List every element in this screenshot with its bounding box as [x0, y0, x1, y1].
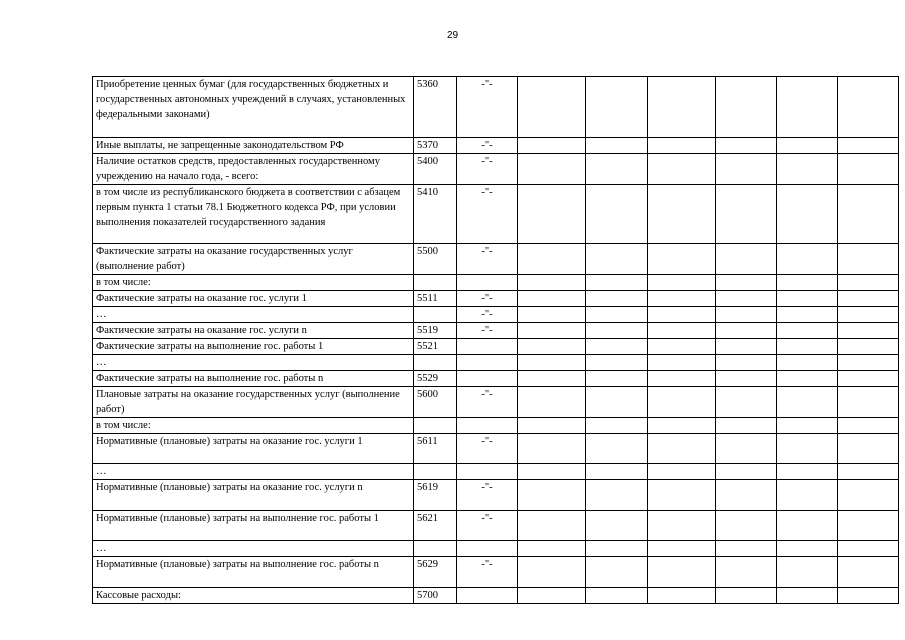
row-value-cell — [838, 480, 899, 511]
row-value-cell — [518, 275, 586, 291]
row-value-cell — [716, 541, 777, 557]
row-value-cell — [838, 355, 899, 371]
row-value-cell — [648, 541, 716, 557]
table-row — [93, 418, 899, 434]
row-value-cell — [838, 541, 899, 557]
table-row — [93, 541, 899, 557]
row-name-cell: Нормативные (плановые) затраты на оказание гос. услуги n — [93, 480, 414, 511]
row-value-cell — [777, 323, 838, 339]
row-value-cell — [716, 557, 777, 588]
row-value-cell — [586, 588, 648, 604]
row-value-cell — [518, 185, 586, 244]
row-unit-cell — [457, 541, 518, 557]
row-unit-cell: -"- — [457, 138, 518, 154]
row-value-cell — [518, 77, 586, 138]
row-name-cell: Нормативные (плановые) затраты на оказание гос. услуги 1 — [93, 434, 414, 464]
row-unit-cell — [457, 339, 518, 355]
row-value-cell — [586, 355, 648, 371]
table-row — [93, 323, 899, 339]
row-value-cell — [648, 138, 716, 154]
row-value-cell — [838, 154, 899, 185]
report-table-body — [93, 77, 899, 604]
row-value-cell — [716, 480, 777, 511]
row-value-cell — [777, 387, 838, 418]
row-value-cell — [518, 434, 586, 464]
row-value-cell — [777, 557, 838, 588]
row-value-cell — [518, 371, 586, 387]
row-unit-cell: -"- — [457, 154, 518, 185]
row-unit-cell: -"- — [457, 434, 518, 464]
row-name-cell: Приобретение ценных бумаг (для государственных бюджетных и государственных автономных учреждений в случаях, установленных федеральными законами) — [93, 77, 414, 138]
row-value-cell — [777, 464, 838, 480]
row-value-cell — [586, 275, 648, 291]
row-value-cell — [716, 339, 777, 355]
row-code-cell: 5629 — [414, 557, 457, 588]
row-value-cell — [518, 355, 586, 371]
row-value-cell — [586, 371, 648, 387]
row-value-cell — [838, 434, 899, 464]
row-value-cell — [838, 244, 899, 275]
row-value-cell — [716, 77, 777, 138]
row-value-cell — [777, 339, 838, 355]
row-value-cell — [648, 355, 716, 371]
row-value-cell — [838, 323, 899, 339]
row-unit-cell: -"- — [457, 307, 518, 323]
table-row — [93, 557, 899, 588]
row-value-cell — [716, 464, 777, 480]
row-value-cell — [518, 154, 586, 185]
table-row — [93, 244, 899, 275]
table-row — [93, 434, 899, 464]
row-value-cell — [518, 588, 586, 604]
row-value-cell — [716, 323, 777, 339]
row-name-cell: Фактические затраты на оказание гос. услуги n — [93, 323, 414, 339]
row-value-cell — [648, 480, 716, 511]
row-value-cell — [586, 323, 648, 339]
row-value-cell — [518, 339, 586, 355]
row-value-cell — [518, 511, 586, 541]
row-value-cell — [716, 588, 777, 604]
row-value-cell — [518, 541, 586, 557]
row-name-cell: … — [93, 307, 414, 323]
row-name-cell: … — [93, 541, 414, 557]
row-value-cell — [716, 355, 777, 371]
row-value-cell — [777, 185, 838, 244]
row-value-cell — [716, 434, 777, 464]
row-value-cell — [838, 418, 899, 434]
row-code-cell: 5410 — [414, 185, 457, 244]
table-row — [93, 154, 899, 185]
row-unit-cell — [457, 464, 518, 480]
row-name-cell: Фактические затраты на оказание гос. услуги 1 — [93, 291, 414, 307]
row-code-cell — [414, 307, 457, 323]
row-code-cell — [414, 355, 457, 371]
row-code-cell: 5611 — [414, 434, 457, 464]
row-value-cell — [777, 154, 838, 185]
row-value-cell — [648, 185, 716, 244]
table-row — [93, 275, 899, 291]
row-value-cell — [777, 244, 838, 275]
row-value-cell — [518, 138, 586, 154]
row-name-cell: Нормативные (плановые) затраты на выполнение гос. работы n — [93, 557, 414, 588]
row-code-cell: 5600 — [414, 387, 457, 418]
row-value-cell — [586, 434, 648, 464]
row-name-cell: … — [93, 355, 414, 371]
row-name-cell: … — [93, 464, 414, 480]
row-value-cell — [716, 244, 777, 275]
row-value-cell — [777, 480, 838, 511]
row-value-cell — [648, 323, 716, 339]
row-value-cell — [648, 154, 716, 185]
row-unit-cell — [457, 588, 518, 604]
page-number: 29 — [446, 30, 459, 41]
row-name-cell: Фактические затраты на выполнение гос. работы n — [93, 371, 414, 387]
row-code-cell: 5370 — [414, 138, 457, 154]
row-unit-cell — [457, 355, 518, 371]
row-unit-cell — [457, 418, 518, 434]
row-value-cell — [716, 307, 777, 323]
row-value-cell — [586, 307, 648, 323]
row-value-cell — [586, 387, 648, 418]
row-value-cell — [716, 138, 777, 154]
row-value-cell — [518, 480, 586, 511]
row-value-cell — [586, 511, 648, 541]
row-unit-cell — [457, 371, 518, 387]
row-value-cell — [518, 291, 586, 307]
row-unit-cell: -"- — [457, 511, 518, 541]
row-value-cell — [648, 588, 716, 604]
row-code-cell — [414, 541, 457, 557]
row-unit-cell: -"- — [457, 480, 518, 511]
table-row — [93, 339, 899, 355]
row-name-cell: Нормативные (плановые) затраты на выполнение гос. работы 1 — [93, 511, 414, 541]
table-row — [93, 355, 899, 371]
row-value-cell — [586, 464, 648, 480]
row-name-cell: в том числе: — [93, 275, 414, 291]
row-value-cell — [518, 557, 586, 588]
row-value-cell — [716, 291, 777, 307]
row-value-cell — [648, 77, 716, 138]
row-value-cell — [586, 418, 648, 434]
table-row — [93, 371, 899, 387]
row-name-cell: Кассовые расходы: — [93, 588, 414, 604]
row-value-cell — [777, 77, 838, 138]
row-value-cell — [716, 511, 777, 541]
row-value-cell — [648, 339, 716, 355]
row-value-cell — [838, 138, 899, 154]
table-row — [93, 464, 899, 480]
row-value-cell — [838, 275, 899, 291]
row-unit-cell: -"- — [457, 77, 518, 138]
row-code-cell — [414, 275, 457, 291]
row-value-cell — [838, 185, 899, 244]
row-value-cell — [518, 387, 586, 418]
row-value-cell — [648, 511, 716, 541]
table-row — [93, 588, 899, 604]
row-code-cell — [414, 464, 457, 480]
row-value-cell — [838, 511, 899, 541]
row-code-cell: 5400 — [414, 154, 457, 185]
row-value-cell — [586, 77, 648, 138]
row-value-cell — [777, 434, 838, 464]
row-value-cell — [777, 275, 838, 291]
row-value-cell — [777, 541, 838, 557]
row-unit-cell: -"- — [457, 557, 518, 588]
row-value-cell — [648, 244, 716, 275]
row-value-cell — [586, 185, 648, 244]
row-value-cell — [838, 77, 899, 138]
row-value-cell — [648, 557, 716, 588]
row-value-cell — [586, 480, 648, 511]
row-name-cell: Фактические затраты на оказание государственных услуг (выполнение работ) — [93, 244, 414, 275]
row-value-cell — [648, 371, 716, 387]
row-value-cell — [518, 244, 586, 275]
row-name-cell: Плановые затраты на оказание государственных услуг (выполнение работ) — [93, 387, 414, 418]
row-unit-cell: -"- — [457, 244, 518, 275]
row-value-cell — [838, 339, 899, 355]
table-row — [93, 511, 899, 541]
row-value-cell — [586, 557, 648, 588]
row-value-cell — [716, 387, 777, 418]
row-value-cell — [838, 557, 899, 588]
row-unit-cell: -"- — [457, 185, 518, 244]
row-name-cell: Наличие остатков средств, предоставленных государственному учреждению на начало года, - всего: — [93, 154, 414, 185]
report-table — [92, 76, 899, 604]
table-row — [93, 77, 899, 138]
row-name-cell: в том числе из республиканского бюджета в соответствии с абзацем первым пункта 1 статьи 78.1 Бюджетного кодекса РФ, при условии выполнения показателей государственного задания — [93, 185, 414, 244]
row-value-cell — [648, 464, 716, 480]
row-unit-cell: -"- — [457, 323, 518, 339]
row-code-cell: 5529 — [414, 371, 457, 387]
table-row — [93, 291, 899, 307]
row-code-cell: 5700 — [414, 588, 457, 604]
row-code-cell: 5500 — [414, 244, 457, 275]
row-value-cell — [648, 434, 716, 464]
row-value-cell — [586, 138, 648, 154]
row-value-cell — [716, 154, 777, 185]
row-value-cell — [777, 355, 838, 371]
table-row — [93, 387, 899, 418]
row-value-cell — [777, 588, 838, 604]
row-value-cell — [716, 275, 777, 291]
row-value-cell — [716, 185, 777, 244]
row-value-cell — [648, 291, 716, 307]
row-value-cell — [586, 244, 648, 275]
row-value-cell — [777, 418, 838, 434]
row-value-cell — [518, 418, 586, 434]
row-code-cell: 5511 — [414, 291, 457, 307]
row-code-cell: 5360 — [414, 77, 457, 138]
row-code-cell: 5621 — [414, 511, 457, 541]
row-value-cell — [586, 291, 648, 307]
row-value-cell — [518, 307, 586, 323]
row-value-cell — [838, 307, 899, 323]
row-value-cell — [838, 588, 899, 604]
row-name-cell: Фактические затраты на выполнение гос. работы 1 — [93, 339, 414, 355]
row-code-cell — [414, 418, 457, 434]
row-value-cell — [777, 291, 838, 307]
row-name-cell: Иные выплаты, не запрещенные законодательством РФ — [93, 138, 414, 154]
row-value-cell — [777, 138, 838, 154]
row-value-cell — [586, 339, 648, 355]
row-value-cell — [518, 323, 586, 339]
row-unit-cell: -"- — [457, 387, 518, 418]
table-row — [93, 307, 899, 323]
row-value-cell — [648, 418, 716, 434]
row-code-cell: 5521 — [414, 339, 457, 355]
row-value-cell — [777, 307, 838, 323]
row-value-cell — [716, 371, 777, 387]
row-value-cell — [838, 387, 899, 418]
row-value-cell — [838, 371, 899, 387]
row-code-cell: 5619 — [414, 480, 457, 511]
row-value-cell — [838, 464, 899, 480]
row-value-cell — [838, 291, 899, 307]
row-value-cell — [716, 418, 777, 434]
row-value-cell — [648, 387, 716, 418]
row-value-cell — [586, 154, 648, 185]
table-row — [93, 185, 899, 244]
row-value-cell — [777, 511, 838, 541]
table-row — [93, 480, 899, 511]
row-unit-cell: -"- — [457, 291, 518, 307]
row-value-cell — [518, 464, 586, 480]
table-row — [93, 138, 899, 154]
row-unit-cell — [457, 275, 518, 291]
row-value-cell — [586, 541, 648, 557]
row-name-cell: в том числе: — [93, 418, 414, 434]
row-code-cell: 5519 — [414, 323, 457, 339]
row-value-cell — [777, 371, 838, 387]
row-value-cell — [648, 275, 716, 291]
row-value-cell — [648, 307, 716, 323]
